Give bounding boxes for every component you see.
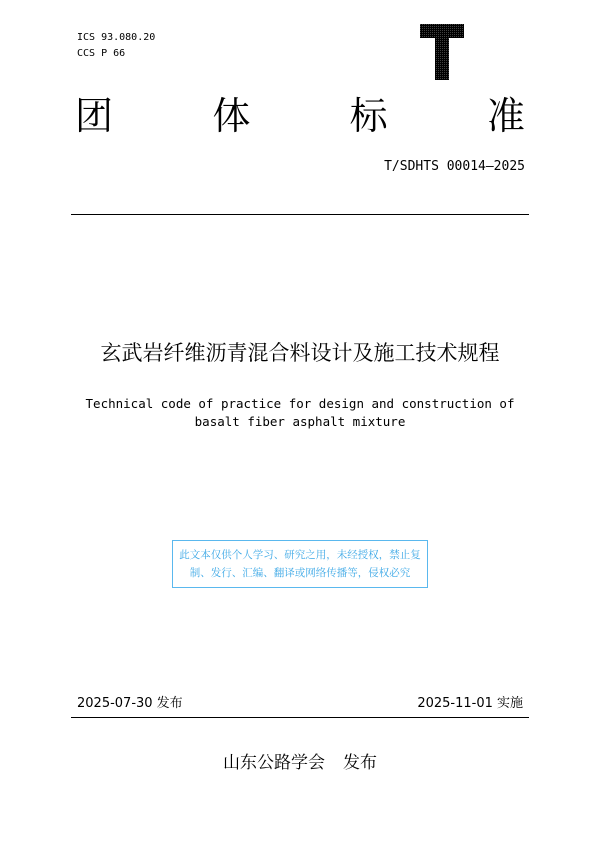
bottom-divider [71,717,529,718]
doc-type-char: 标 [349,94,388,138]
publisher-line [0,748,600,773]
notice-line: 此文本仅供个人学习、研究之用，未经授权，禁止复 [179,549,421,561]
logo-t-stem [435,38,449,80]
doc-type-char: 团 [75,94,114,138]
ccs-code: CCS P 66 [77,48,126,59]
title-english [0,395,600,431]
logo-t-bar [420,24,464,38]
publisher-action: 发布 [343,753,377,773]
doc-type-char: 准 [486,94,525,138]
classification-codes [77,30,155,62]
title-english-line: Technical code of practice for design and construction of [85,396,515,411]
implementation-date: 2025-11-01 实施 [417,696,523,711]
title-chinese: 玄武岩纤维沥青混合料设计及施工技术规程 [100,341,500,365]
standard-number: T/SDHTS 00014—2025 [384,159,525,174]
title-english-line: basalt fiber asphalt mixture [194,414,406,429]
top-divider [71,214,529,215]
ics-code: ICS 93.080.20 [77,32,156,43]
notice-line: 制、发行、汇编、翻译或网络传播等，侵权必究 [189,567,411,579]
standard-logo-t-icon [420,24,464,80]
doc-type-char: 体 [212,94,251,138]
copyright-notice-stamp [172,540,428,588]
document-type-title [75,91,525,141]
issue-date: 2025-07-30 发布 [77,696,183,711]
publisher-name: 山东公路学会 [223,753,325,773]
